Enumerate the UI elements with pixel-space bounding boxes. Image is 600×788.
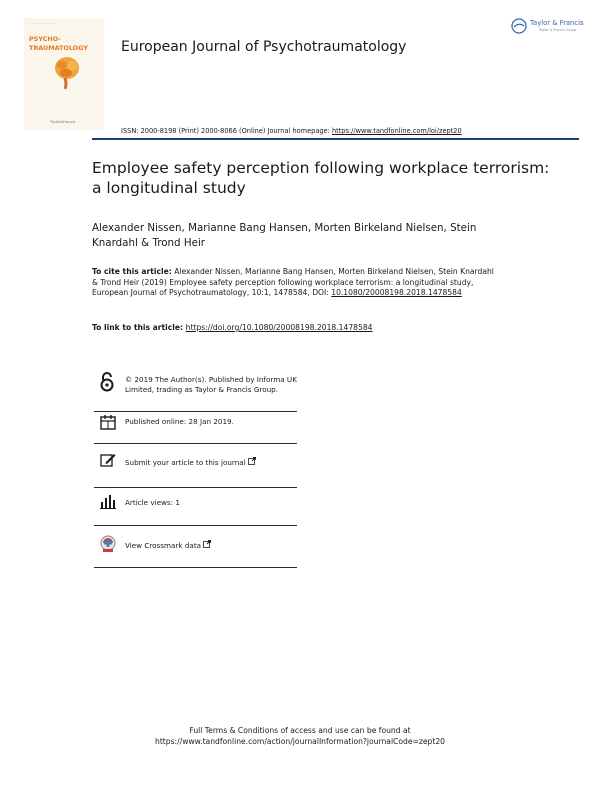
bar-chart-icon xyxy=(100,493,116,509)
publisher-logo-icon xyxy=(511,18,527,34)
submit-article-link[interactable]: Submit your article to this journal xyxy=(125,457,256,468)
article-authors: Alexander Nissen, Marianne Bang Hansen, Morten Birkeland Nielsen, Stein Knardahl & Trond Heir xyxy=(92,222,477,249)
cover-top-text: — — — — — — — xyxy=(28,21,55,25)
article-link-line xyxy=(92,323,512,332)
published-date: Published online: 28 Jan 2019. xyxy=(125,417,234,426)
issn-text: ISSN: 2000-8198 (Print) 2000-8066 (Online) Journal homepage: xyxy=(121,127,332,135)
info-divider xyxy=(94,487,297,488)
copyright-text: © 2019 The Author(s). Published by Informa UK Limited, trading as Taylor & Francis Group. xyxy=(125,375,297,394)
publisher-logo-subtext: Taylor & Francis Group xyxy=(539,28,577,32)
cover-publisher: Taylor&Francis xyxy=(50,120,76,124)
article-title: Employee safety perception following workplace terrorism: a longitudinal study xyxy=(92,159,550,197)
footer-terms: Full Terms & Conditions of access and use can be found at xyxy=(189,726,411,735)
external-link-icon xyxy=(248,457,256,465)
journal-homepage-link[interactable]: https://www.tandfonline.com/loi/zept20 xyxy=(331,127,462,135)
journal-title[interactable]: European Journal of Psychotraumatology xyxy=(121,39,407,55)
article-doi-url[interactable]: https://doi.org/10.1080/20008198.2018.1478584 xyxy=(185,323,373,332)
citation-doi-link[interactable]: 10.1080/20008198.2018.1478584 xyxy=(331,288,462,298)
crossmark-link[interactable]: View Crossmark data xyxy=(125,540,211,551)
publisher-logo-text: Taylor & Francis xyxy=(530,19,584,27)
cover-title: PSYCHO- TRAUMATOLOGY xyxy=(29,35,88,52)
issn-line xyxy=(121,127,462,135)
external-link-icon xyxy=(203,540,211,548)
info-divider xyxy=(94,411,297,412)
citation-label: To cite this article: xyxy=(92,267,172,276)
article-views: Article views: 1 xyxy=(125,498,180,507)
brain-illustration-icon xyxy=(52,54,82,90)
header-divider xyxy=(92,138,579,140)
views-row xyxy=(100,493,297,513)
publisher-logo[interactable] xyxy=(511,18,583,36)
submit-row[interactable] xyxy=(100,452,297,472)
footer-url[interactable]: https://www.tandfonline.com/action/journalInformation?journalCode=zept20 xyxy=(155,737,445,746)
article-link-label: To link to this article: xyxy=(92,323,186,332)
crossmark-icon xyxy=(100,535,116,553)
open-access-icon xyxy=(100,372,114,392)
footer xyxy=(100,725,500,747)
journal-cover xyxy=(24,18,104,130)
citation-block xyxy=(92,267,502,299)
info-divider xyxy=(94,443,297,444)
edit-icon xyxy=(100,452,116,468)
info-divider xyxy=(94,525,297,526)
info-divider xyxy=(94,567,297,568)
calendar-icon xyxy=(100,414,116,430)
open-access-row xyxy=(100,372,297,408)
crossmark-row[interactable] xyxy=(100,535,297,555)
published-row xyxy=(100,414,297,434)
citation-text: Alexander Nissen, Marianne Bang Hansen, Morten Birkeland Nielsen, Stein Knardahl & Trond Heir (2019) Employee safety perception following workplace terrorism: a longitudinal study, European Journal of Psychotraumatology, 10:1, 1478584, DOI: xyxy=(92,267,494,298)
